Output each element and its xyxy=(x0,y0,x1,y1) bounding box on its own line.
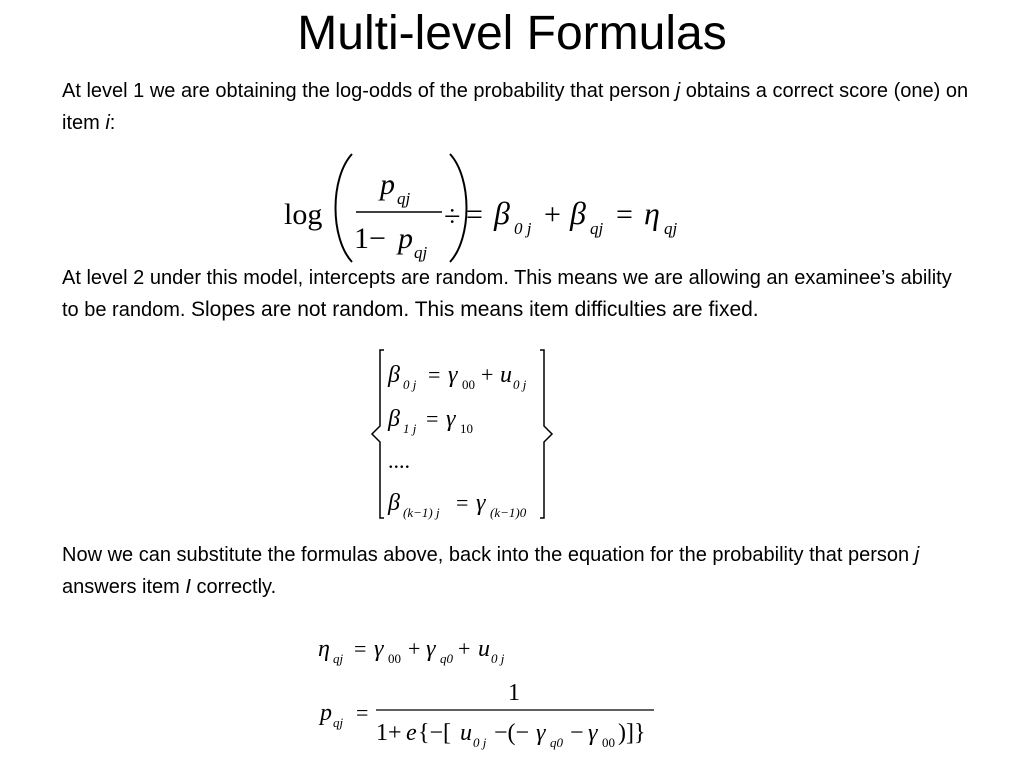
eq2-l1-gamma: γ xyxy=(448,362,458,388)
eq2-left-brace xyxy=(372,350,384,518)
eq3-eta-sub: qj xyxy=(333,651,344,666)
eq4-den-e: e xyxy=(406,720,417,746)
eq4-den-b: {−[ xyxy=(418,720,452,746)
eq2-l2-eq: = xyxy=(426,406,439,431)
eq4-den-gamma-1-sub: q0 xyxy=(550,735,563,750)
combined-eta-equation xyxy=(316,628,536,668)
eq2-l1-gamma-sub: 00 xyxy=(462,377,475,392)
slide-title: Multi-level Formulas xyxy=(297,7,727,60)
probability-equation xyxy=(316,672,666,762)
eq1-beta-2: β xyxy=(570,195,586,231)
eq2-l3-dots: .... xyxy=(388,448,410,473)
eq4-p: p xyxy=(320,700,332,726)
eq1-beta-1: β xyxy=(494,195,510,231)
level2-text-b: Slopes are not random. This means item difficulties are fixed. xyxy=(190,298,759,321)
eq4-eq: = xyxy=(356,700,369,725)
eq2-l2-beta: β xyxy=(388,406,400,432)
eq2-l1-eq: = xyxy=(428,362,441,387)
eq2-l4-gamma: γ xyxy=(476,490,486,516)
eq4-den-minus: − xyxy=(570,720,584,746)
eq3-plus-2: + xyxy=(458,636,471,661)
eq4-den-u-sub: 0 j xyxy=(473,735,487,750)
level1-paragraph xyxy=(62,75,972,139)
eq2-right-brace xyxy=(540,350,552,518)
subst-var-I: I xyxy=(185,576,191,598)
eq1-left-paren xyxy=(336,154,353,262)
eq2-l2-beta-sub: 1 j xyxy=(403,421,417,436)
eq3-gamma-2: γ xyxy=(426,636,436,662)
eq1-divide-sign: ÷ xyxy=(444,200,461,233)
eq1-equals-1: = xyxy=(466,198,483,231)
eq1-eta-sub: qj xyxy=(664,219,678,238)
eq3-eq: = xyxy=(354,636,367,661)
subst-text-a: Now we can substitute the formulas above, back into the equation for the probability that person xyxy=(62,544,915,566)
eq2-l4-beta-sub: (k−1) j xyxy=(403,505,440,520)
subst-text-b: answers item xyxy=(62,576,186,598)
eq1-beta-2-sub: qj xyxy=(590,219,604,238)
eq2-l4-beta: β xyxy=(388,490,400,516)
eq3-plus-1: + xyxy=(408,636,421,661)
eq1-eta: η xyxy=(644,195,660,231)
level2-text-a: At level 2 under this model, intercepts are random. This means we are allowing an examinee’s ability to be random. xyxy=(62,267,952,321)
eq4-den-gamma-2: γ xyxy=(588,720,598,746)
eq3-gamma-2-sub: q0 xyxy=(440,651,453,666)
eq3-u-sub: 0 j xyxy=(491,651,505,666)
eq2-l2-gamma-sub: 10 xyxy=(460,421,473,436)
subst-text-c: correctly. xyxy=(190,576,277,598)
eq1-beta-1-sub: 0 j xyxy=(514,219,532,238)
eq1-den-p: p xyxy=(398,222,413,255)
level1-text-a: At level 1 we are obtaining the log-odds of the probability that person xyxy=(62,80,676,102)
eq2-l1-u: u xyxy=(500,362,512,388)
eq4-den-d: )]} xyxy=(618,720,646,746)
eq2-l2-gamma: γ xyxy=(446,406,456,432)
eq4-den-c: −(− xyxy=(494,720,530,746)
eq1-equals-2: = xyxy=(616,198,633,231)
level1-text-b: obtains a correct score (one) on item xyxy=(62,80,969,134)
eq2-l4-gamma-sub: (k−1)0 xyxy=(490,505,527,520)
level1-var-j: j xyxy=(675,80,681,102)
subst-var-j: j xyxy=(914,544,920,566)
eq4-p-sub: qj xyxy=(333,715,344,730)
eq4-den-gamma-1: γ xyxy=(536,720,546,746)
eq4-numerator: 1 xyxy=(508,680,520,706)
eq2-l1-u-sub: 0 j xyxy=(513,377,527,392)
eq3-u: u xyxy=(478,636,490,662)
eq3-gamma-1: γ xyxy=(374,636,384,662)
eq2-l1-plus: + xyxy=(481,362,494,387)
eq1-den-one-minus: 1− xyxy=(354,222,386,255)
eq4-den-u: u xyxy=(460,720,472,746)
eq1-den-sub: qj xyxy=(414,243,428,262)
level1-var-i: i xyxy=(105,112,110,134)
eq2-l1-beta-sub: 0 j xyxy=(403,377,417,392)
eq1-log: log xyxy=(284,198,323,231)
level1-equation xyxy=(280,148,710,268)
eq4-den-gamma-2-sub: 00 xyxy=(602,735,615,750)
eq3-gamma-1-sub: 00 xyxy=(388,651,401,666)
eq1-plus: + xyxy=(544,198,561,231)
eq4-den-a: 1+ xyxy=(376,720,402,746)
eq2-l4-eq: = xyxy=(456,490,469,515)
level2-paragraph xyxy=(62,262,972,326)
substitution-paragraph xyxy=(62,539,972,603)
eq1-num-sub: qj xyxy=(397,189,411,208)
level2-equation-system xyxy=(368,346,564,526)
level1-text-c: : xyxy=(109,112,116,134)
eq3-eta: η xyxy=(318,636,330,662)
eq1-num-p: p xyxy=(380,168,395,201)
eq2-l1-beta: β xyxy=(388,362,400,388)
